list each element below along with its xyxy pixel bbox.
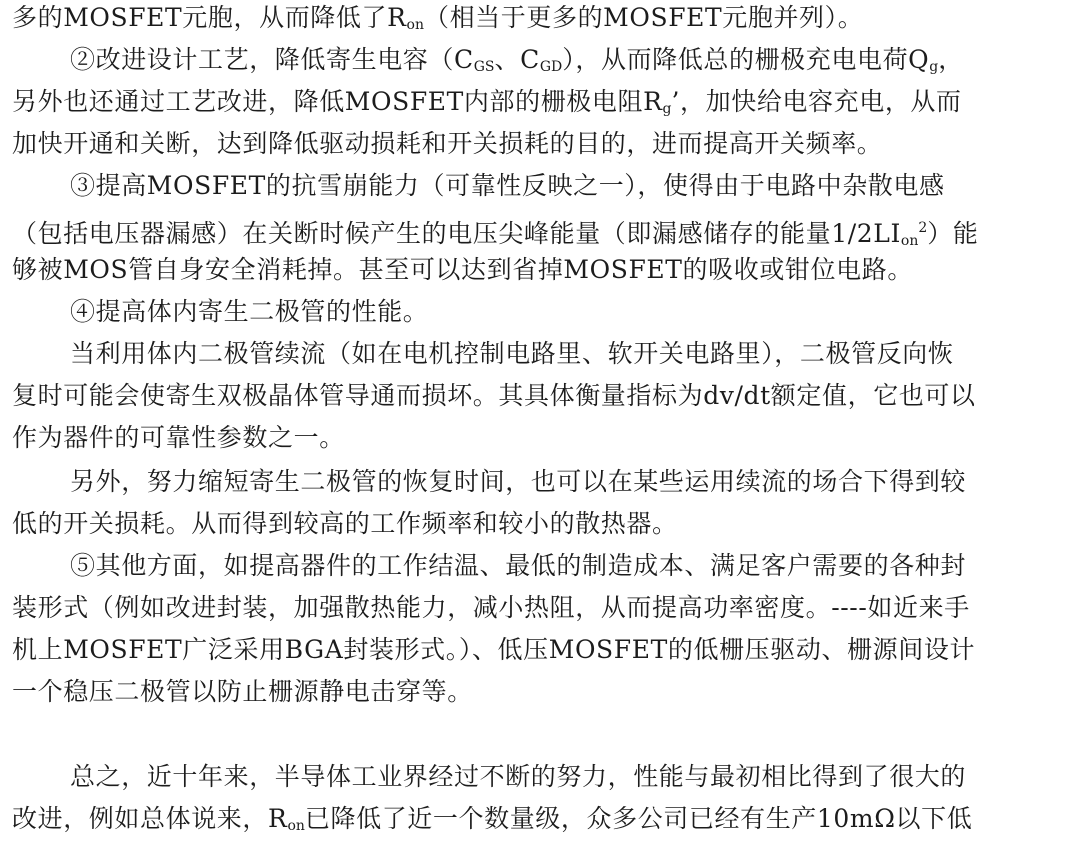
text-run: ），从而降低总的栅极充电电荷Q bbox=[562, 45, 930, 74]
text-run: 、C bbox=[494, 45, 540, 74]
subscript: on bbox=[406, 17, 424, 33]
subscript: GD bbox=[539, 59, 563, 75]
text-line bbox=[12, 0, 863, 38]
text-run: ）能 bbox=[927, 219, 979, 248]
superscript: 2 bbox=[918, 220, 928, 236]
text-line bbox=[12, 672, 473, 712]
text-run: 够被MOS管自身安全消耗掉。甚至可以达到省掉MOSFET的吸收或钳位电路。 bbox=[12, 255, 913, 284]
subscript: on bbox=[900, 233, 919, 249]
text-line bbox=[70, 40, 964, 80]
text-run: （包括电压器漏感）在关断时候产生的电压尖峰能量（即漏感储存的能量1/2LI bbox=[12, 219, 901, 248]
text-run: 总之，近十年来，半导体工业界经过不断的努力，性能与最初相比得到了很大的 bbox=[70, 762, 967, 791]
text-run: 加快开通和关断，达到降低驱动损耗和开关损耗的目的，进而提高开关频率。 bbox=[12, 129, 883, 158]
text-line bbox=[70, 166, 945, 206]
text-run: 低的开关损耗。从而得到较高的工作频率和较小的散热器。 bbox=[12, 509, 678, 538]
text-run: 一个稳压二极管以防止栅源静电击穿等。 bbox=[12, 677, 473, 706]
text-run: 另外也还通过工艺改进，降低MOSFET内部的栅极电阻R bbox=[12, 87, 663, 116]
text-line bbox=[70, 292, 428, 332]
text-run: 已降低了近一个数量级，众多公司已经有生产10mΩ以下低 bbox=[304, 804, 973, 833]
text-run: 改进，例如总体说来，R bbox=[12, 804, 288, 833]
text-line bbox=[12, 799, 972, 839]
text-line bbox=[70, 546, 966, 586]
text-run: 多的MOSFET元胞，从而降低了R bbox=[12, 3, 407, 32]
text-run: 作为器件的可靠性参数之一。 bbox=[12, 423, 345, 452]
subscript: g bbox=[929, 59, 939, 75]
text-run: 复时可能会使寄生双极晶体管导通而损坏。其具体衡量指标为dv/dt额定值，它也可以 bbox=[12, 381, 976, 410]
text-line bbox=[70, 462, 966, 502]
text-line bbox=[12, 124, 882, 164]
text-line bbox=[12, 418, 345, 458]
text-line bbox=[12, 208, 979, 248]
subscript: GS bbox=[473, 59, 495, 75]
text-run: 另外，努力缩短寄生二极管的恢复时间，也可以在某些运用续流的场合下得到较 bbox=[70, 467, 967, 496]
text-line bbox=[12, 588, 970, 628]
text-run: ， bbox=[938, 45, 964, 74]
text-line bbox=[70, 334, 954, 374]
text-line bbox=[12, 250, 913, 290]
text-run: 装形式（例如改进封装，加强散热能力，减小热阻，从而提高功率密度。----如近来手 bbox=[12, 593, 970, 622]
text-line bbox=[12, 376, 976, 416]
text-line bbox=[12, 504, 678, 544]
text-line bbox=[12, 630, 975, 670]
text-line bbox=[70, 757, 966, 797]
subscript: g bbox=[662, 101, 672, 117]
text-run: 当利用体内二极管续流（如在电机控制电路里、软开关电路里），二极管反向恢 bbox=[70, 339, 954, 368]
text-run: （相当于更多的MOSFET元胞并列）。 bbox=[423, 3, 864, 32]
text-run: ④提高体内寄生二极管的性能。 bbox=[70, 297, 429, 326]
text-run: ②改进设计工艺，降低寄生电容（C bbox=[70, 45, 474, 74]
text-run: 机上MOSFET广泛采用BGA封装形式。）、低压MOSFET的低栅压驱动、栅源间设计 bbox=[12, 635, 976, 664]
subscript: on bbox=[287, 818, 305, 834]
text-line bbox=[12, 82, 962, 122]
text-run: ⑤其他方面，如提高器件的工作结温、最低的制造成本、满足客户需要的各种封 bbox=[70, 551, 967, 580]
text-run: ③提高MOSFET的抗雪崩能力（可靠性反映之一），使得由于电路中杂散电感 bbox=[70, 171, 945, 200]
text-run: ’，加快给电容充电，从而 bbox=[671, 87, 962, 116]
